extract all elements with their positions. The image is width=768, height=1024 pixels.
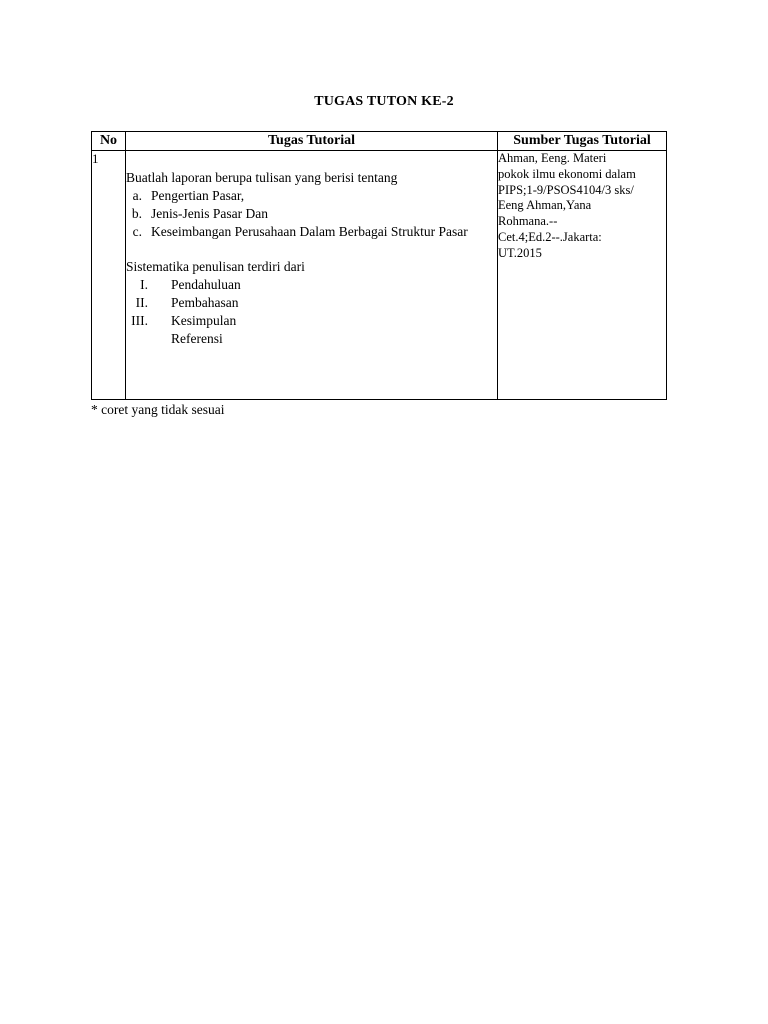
list-item-text: Keseimbangan Perusahaan Dalam Berbagai Struktur Pasar [151, 224, 468, 239]
list-marker: c. [132, 224, 142, 239]
list-item [126, 330, 497, 348]
footnote: * coret yang tidak sesuai [91, 402, 225, 417]
task-intro: Buatlah laporan berupa tulisan yang berisi tentang [126, 170, 398, 185]
list-item [126, 294, 497, 312]
list-item [126, 223, 497, 241]
list-item [126, 187, 497, 205]
task-table [91, 131, 667, 400]
list-marker: I. [140, 277, 148, 292]
list-item-text: Pengertian Pasar, [151, 188, 245, 203]
source-cell [498, 151, 667, 400]
list-marker: b. [131, 206, 142, 221]
source-line: pokok ilmu ekonomi dalam [498, 166, 636, 181]
list-item [126, 312, 497, 330]
list-item [126, 276, 497, 294]
list-item [126, 205, 497, 223]
list-marker: a. [132, 188, 142, 203]
source-line: Rohmana.-- [498, 214, 558, 229]
section-list [126, 276, 497, 348]
systematic-intro: Sistematika penulisan terdiri dari [126, 259, 305, 274]
list-item-text: Pembahasan [171, 295, 239, 310]
header-source: Sumber Tugas Tutorial [498, 132, 667, 151]
source-line: Eeng Ahman,Yana [498, 198, 592, 213]
list-item-text: Referensi [171, 331, 223, 346]
list-item-text: Kesimpulan [171, 313, 237, 328]
list-marker: III. [131, 313, 148, 328]
header-task: Tugas Tutorial [126, 132, 498, 151]
source-line: UT.2015 [498, 245, 542, 260]
list-marker: II. [135, 295, 148, 310]
source-line: Ahman, Eeng. Materi [498, 151, 607, 165]
list-item-text: Jenis-Jenis Pasar Dan [151, 206, 268, 221]
source-line: Cet.4;Ed.2--.Jakarta: [498, 229, 602, 244]
topic-list [126, 187, 497, 241]
document-title: TUGAS TUTON KE-2 [314, 94, 454, 109]
source-line: PIPS;1-9/PSOS4104/3 sks/ [498, 182, 634, 197]
header-no: No [92, 132, 126, 151]
table-row [92, 151, 667, 400]
row-number: 1 [92, 151, 126, 400]
table-header-row [92, 132, 667, 151]
task-cell [126, 151, 498, 400]
list-item-text: Pendahuluan [171, 277, 241, 292]
